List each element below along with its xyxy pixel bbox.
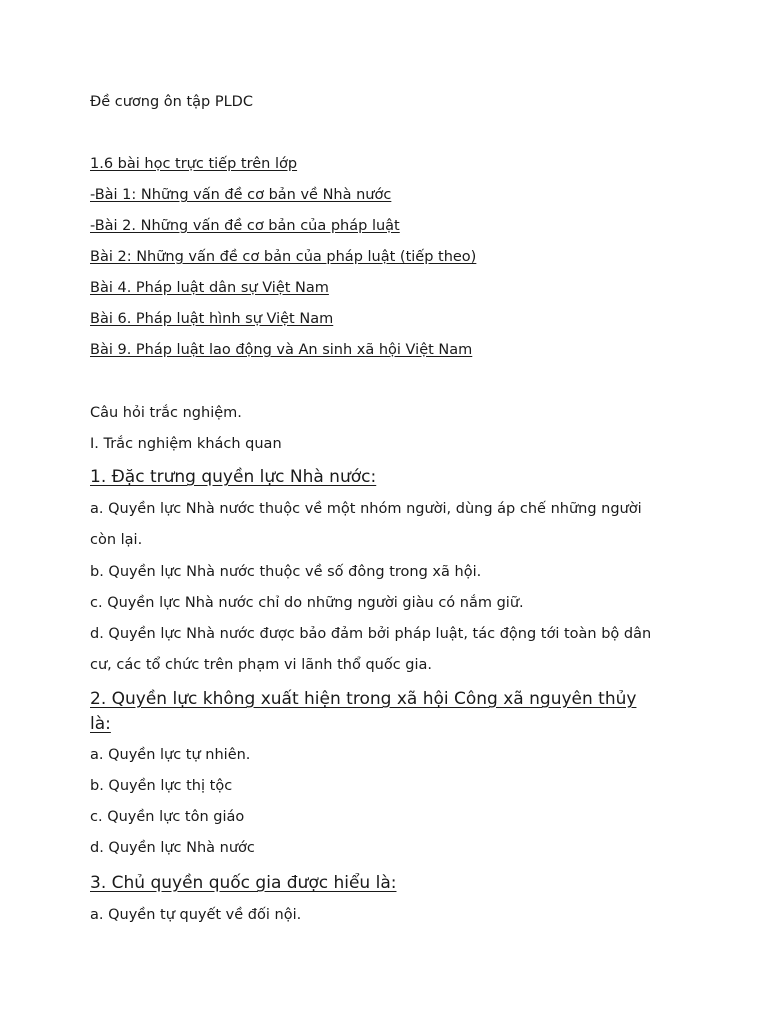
question-1-option-a: a. Quyền lực Nhà nước thuộc về một nhóm người, dùng áp chế những người <box>90 501 642 517</box>
question-2-option-a: a. Quyền lực tự nhiên. <box>90 747 251 763</box>
lesson-item: Bài 2: Những vấn đề cơ bản của pháp luật (tiếp theo) <box>90 249 477 265</box>
quiz-heading: Câu hỏi trắc nghiệm. <box>90 405 242 421</box>
section-heading: I. Trắc nghiệm khách quan <box>90 436 282 452</box>
lesson-item: Bài 4. Pháp luật dân sự Việt Nam <box>90 280 329 296</box>
question-1-option-c: c. Quyền lực Nhà nước chỉ do những người giàu có nắm giữ. <box>90 595 524 611</box>
question-2-option-b: b. Quyền lực thị tộc <box>90 778 233 794</box>
question-1-option-b: b. Quyền lực Nhà nước thuộc về số đông trong xã hội. <box>90 564 482 580</box>
lessons-heading: 1.6 bài học trực tiếp trên lớp <box>90 156 298 172</box>
question-2: 2. Quyền lực không xuất hiện trong xã hội Công xã nguyên thủy <box>90 689 637 709</box>
question-3-option-a: a. Quyền tự quyết về đối nội. <box>90 907 302 923</box>
lesson-item: -Bài 2. Những vấn đề cơ bản của pháp luật <box>90 218 400 234</box>
question-2-option-c: c. Quyền lực tôn giáo <box>90 809 245 825</box>
question-1-option-d-cont: cư, các tổ chức trên phạm vi lãnh thổ quốc gia. <box>90 657 433 673</box>
question-2-option-d: d. Quyền lực Nhà nước <box>90 840 255 856</box>
question-1-option-d: d. Quyền lực Nhà nước được bảo đảm bởi pháp luật, tác động tới toàn bộ dân <box>90 626 652 642</box>
question-3: 3. Chủ quyền quốc gia được hiểu là: <box>90 873 397 893</box>
lesson-item: Bài 6. Pháp luật hình sự Việt Nam <box>90 311 334 327</box>
document-title: Đề cương ôn tập PLDC <box>90 94 253 110</box>
lesson-item: -Bài 1: Những vấn đề cơ bản về Nhà nước <box>90 187 392 203</box>
question-2-cont: là: <box>90 714 111 734</box>
lesson-item: Bài 9. Pháp luật lao động và An sinh xã hội Việt Nam <box>90 342 473 358</box>
question-1-option-a-cont: còn lại. <box>90 532 143 548</box>
question-1: 1. Đặc trưng quyền lực Nhà nước: <box>90 467 377 487</box>
